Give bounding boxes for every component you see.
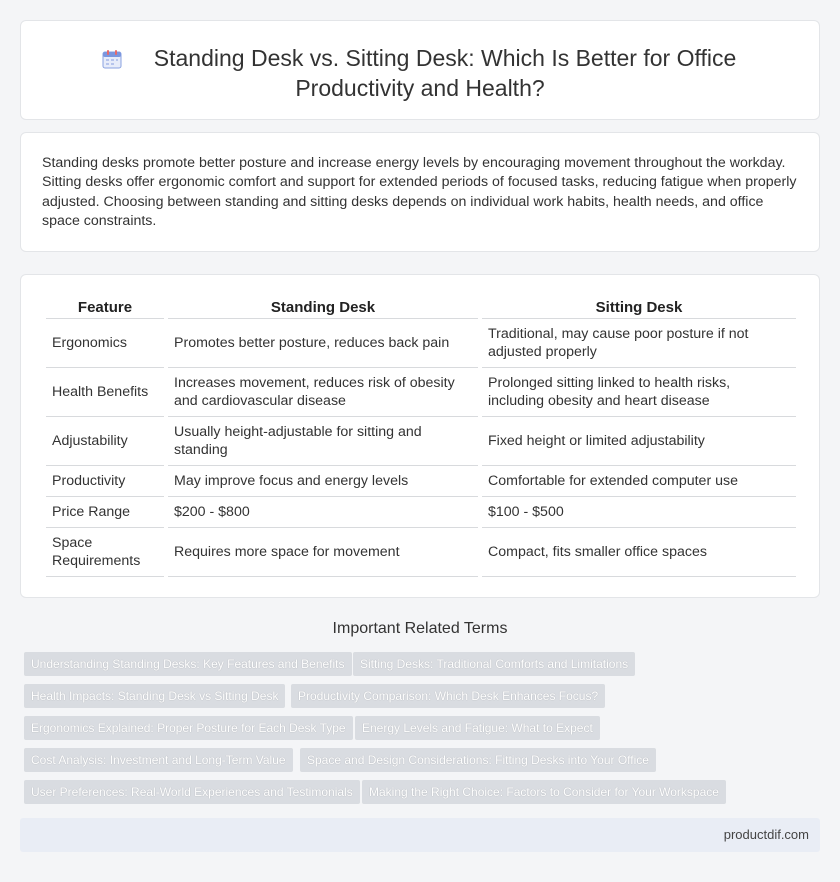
feature-cell: Ergonomics xyxy=(46,319,164,368)
sitting-cell: Comfortable for extended computer use xyxy=(482,466,796,497)
sitting-cell: $100 - $500 xyxy=(482,497,796,528)
table-row xyxy=(46,497,796,528)
table-header-row xyxy=(46,297,796,319)
related-tag-cost-analysis[interactable]: Cost Analysis: Investment and Long-Term Value xyxy=(24,748,293,772)
page-title-line1: Standing Desk vs. Sitting Desk: Which Is Better for Office xyxy=(153,45,737,71)
related-tag-understanding-standing-desks[interactable]: Understanding Standing Desks: Key Features and Benefits xyxy=(24,652,352,676)
page-title xyxy=(21,43,819,103)
related-tag-user-preferences[interactable]: User Preferences: Real-World Experiences and Testimonials xyxy=(24,780,360,804)
related-tag-space-and-design[interactable]: Space and Design Considerations: Fitting Desks into Your Office xyxy=(300,748,656,772)
feature-cell: Space Requirements xyxy=(46,528,164,577)
related-tag-sitting-desks[interactable]: Sitting Desks: Traditional Comforts and Limitations xyxy=(353,652,635,676)
table-row xyxy=(46,368,796,417)
related-tag-productivity-comparison[interactable]: Productivity Comparison: Which Desk Enhances Focus? xyxy=(291,684,605,708)
table-row xyxy=(46,528,796,577)
related-tag-energy-levels[interactable]: Energy Levels and Fatigue: What to Expect xyxy=(355,716,600,740)
standing-cell: Promotes better posture, reduces back pain xyxy=(168,319,478,368)
comparison-card xyxy=(20,274,820,598)
intro-paragraph: Standing desks promote better posture and increase energy levels by encouraging movement throughout the workday. Sitting desks offer ergonomic comfort and support for extended periods of focused tasks, reducing fatigue when properly adjusted. Choosing between standing and sitting desks depends on individual work habits, health needs, and office space constraints. xyxy=(42,155,797,229)
feature-cell: Price Range xyxy=(46,497,164,528)
intro-card xyxy=(20,132,820,252)
standing-cell: Increases movement, reduces risk of obesity and cardiovascular disease xyxy=(168,368,478,417)
table-row xyxy=(46,417,796,466)
sitting-cell: Fixed height or limited adjustability xyxy=(482,417,796,466)
standing-cell: Requires more space for movement xyxy=(168,528,478,577)
related-tag-ergonomics-explained[interactable]: Ergonomics Explained: Proper Posture for Each Desk Type xyxy=(24,716,353,740)
footer-site-link[interactable]: productdif.com xyxy=(723,827,809,842)
feature-cell: Adjustability xyxy=(46,417,164,466)
related-tag-health-impacts[interactable]: Health Impacts: Standing Desk vs Sitting Desk xyxy=(24,684,285,708)
table-row xyxy=(46,466,796,497)
feature-cell: Health Benefits xyxy=(46,368,164,417)
comparison-table xyxy=(42,297,800,577)
table-row xyxy=(46,319,796,368)
related-terms-heading: Important Related Terms xyxy=(332,620,508,637)
sitting-cell: Compact, fits smaller office spaces xyxy=(482,528,796,577)
feature-cell: Productivity xyxy=(46,466,164,497)
standing-cell: $200 - $800 xyxy=(168,497,478,528)
sitting-cell: Traditional, may cause poor posture if not adjusted properly xyxy=(482,319,796,368)
title-card xyxy=(20,20,820,120)
sitting-cell: Prolonged sitting linked to health risks, including obesity and heart disease xyxy=(482,368,796,417)
footer xyxy=(20,818,820,852)
header-standing-desk: Standing Desk xyxy=(168,297,478,319)
header-feature: Feature xyxy=(46,297,164,319)
standing-cell: May improve focus and energy levels xyxy=(168,466,478,497)
standing-cell: Usually height-adjustable for sitting and standing xyxy=(168,417,478,466)
page-title-line2: Productivity and Health? xyxy=(295,75,545,101)
related-tag-making-the-right-choice[interactable]: Making the Right Choice: Factors to Consider for Your Workspace xyxy=(362,780,726,804)
header-sitting-desk: Sitting Desk xyxy=(482,297,796,319)
